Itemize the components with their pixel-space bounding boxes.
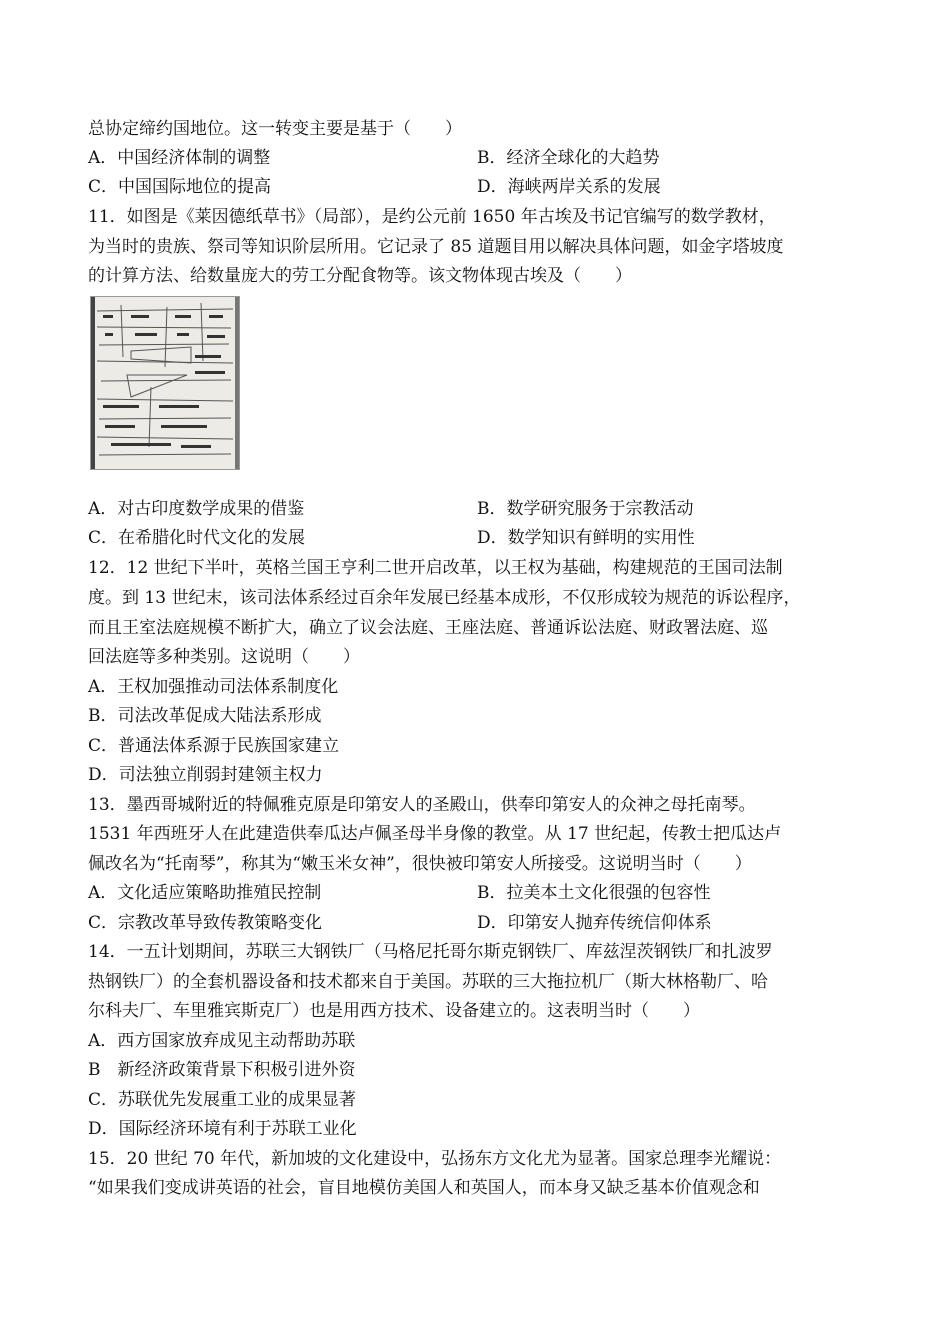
q11-option-b[interactable]: B．数学研究服务于宗教活动 — [477, 499, 694, 519]
q11-stem-line-1: 11．如图是《莱因德纸草书》（局部），是约公元前 1650 年古埃及书记官编写的数学教材， — [88, 207, 776, 227]
q10-stem-tail: 总协定缔约国地位。这一转变主要是基于（ ） — [88, 119, 462, 139]
q13-stem-line-1: 13．墨西哥城附近的特佩雅克原是印第安人的圣殿山，供奉印第安人的众神之母托南琴。 — [88, 795, 756, 815]
q12-option-d[interactable]: D．司法独立削弱封建领主权力 — [88, 765, 323, 785]
q13-option-b[interactable]: B．拉美本土文化很强的包容性 — [477, 883, 711, 903]
q13-stem-line-3: 佩改名为“托南琴”，称其为“嫩玉米女神”，很快被印第安人所接受。这说明当时（ ） — [88, 854, 752, 874]
q10-option-d[interactable]: D．海峡两岸关系的发展 — [477, 177, 661, 197]
q14-option-c[interactable]: C．苏联优先发展重工业的成果显著 — [88, 1090, 357, 1110]
q10-option-a[interactable]: A．中国经济体制的调整 — [88, 148, 271, 168]
q12-option-c[interactable]: C．普通法体系源于民族国家建立 — [88, 736, 340, 756]
q12-stem-line-3: 而且王室法庭规模不断扩大，确立了议会法庭、王座法庭、普通诉讼法庭、财政署法庭、巡 — [88, 618, 768, 638]
q12-option-a[interactable]: A．王权加强推动司法体系制度化 — [88, 677, 339, 697]
q14-stem-line-2: 热钢铁厂）的全套机器设备和技术都来自于美国。苏联的三大拖拉机厂（斯大林格勒厂、哈 — [88, 972, 768, 992]
q10-option-b[interactable]: B．经济全球化的大趋势 — [477, 148, 660, 168]
q14-option-b[interactable]: B 新经济政策背景下积极引进外资 — [88, 1060, 356, 1080]
q10-option-c[interactable]: C．中国国际地位的提高 — [88, 177, 272, 197]
q14-stem-line-3: 尔科夫厂、车里雅宾斯克厂）也是用西方技术、设备建立的。这表明当时（ ） — [88, 1001, 700, 1021]
q14-option-d[interactable]: D．国际经济环境有利于苏联工业化 — [88, 1119, 357, 1139]
q12-option-b[interactable]: B．司法改革促成大陆法系形成 — [88, 706, 322, 726]
q15-stem-line-2: “如果我们变成讲英语的社会，盲目地模仿美国人和英国人，而本身又缺乏基本价值观念和 — [88, 1178, 760, 1198]
q11-option-c[interactable]: C．在希腊化时代文化的发展 — [88, 528, 306, 548]
q13-option-d[interactable]: D．印第安人抛弃传统信仰体系 — [477, 913, 712, 933]
q12-stem-line-1: 12．12 世纪下半叶，英格兰国王亨利二世开启改革，以王权为基础，构建规范的王国司法制 — [88, 558, 783, 578]
q11-stem-line-2: 为当时的贵族、祭司等知识阶层所用。它记录了 85 道题目用以解决具体问题，如金字塔坡度 — [88, 237, 784, 257]
q13-stem-line-2: 1531 年西班牙人在此建造供奉瓜达卢佩圣母半身像的教堂。从 17 世纪起，传教士把瓜达卢 — [88, 824, 782, 844]
q11-option-d[interactable]: D．数学知识有鲜明的实用性 — [477, 528, 695, 548]
rhind-papyrus-image — [90, 296, 240, 470]
q15-stem-line-1: 15．20 世纪 70 年代，新加坡的文化建设中，弘扬东方文化尤为显著。国家总理李光耀说： — [88, 1149, 782, 1169]
q13-option-a[interactable]: A．文化适应策略助推殖民控制 — [88, 883, 322, 903]
q14-option-a[interactable]: A．西方国家放弃成见主动帮助苏联 — [88, 1031, 356, 1051]
q12-stem-line-4: 回法庭等多种类别。这说明（ ） — [88, 647, 360, 667]
q14-stem-line-1: 14．一五计划期间，苏联三大钢铁厂（马格尼托哥尔斯克钢铁厂、库兹涅茨钢铁厂和扎波罗 — [88, 942, 773, 962]
q13-option-c[interactable]: C．宗教改革导致传教策略变化 — [88, 913, 323, 933]
q12-stem-line-2: 度。到 13 世纪末，该司法体系经过百余年发展已经基本成形，不仅形成较为规范的诉讼程序， — [88, 588, 801, 608]
q11-stem-line-3: 的计算方法、给数量庞大的劳工分配食物等。该文物体现古埃及（ ） — [88, 266, 632, 286]
q11-option-a[interactable]: A．对古印度数学成果的借鉴 — [88, 499, 305, 519]
papyrus-sketch-icon — [91, 297, 239, 469]
